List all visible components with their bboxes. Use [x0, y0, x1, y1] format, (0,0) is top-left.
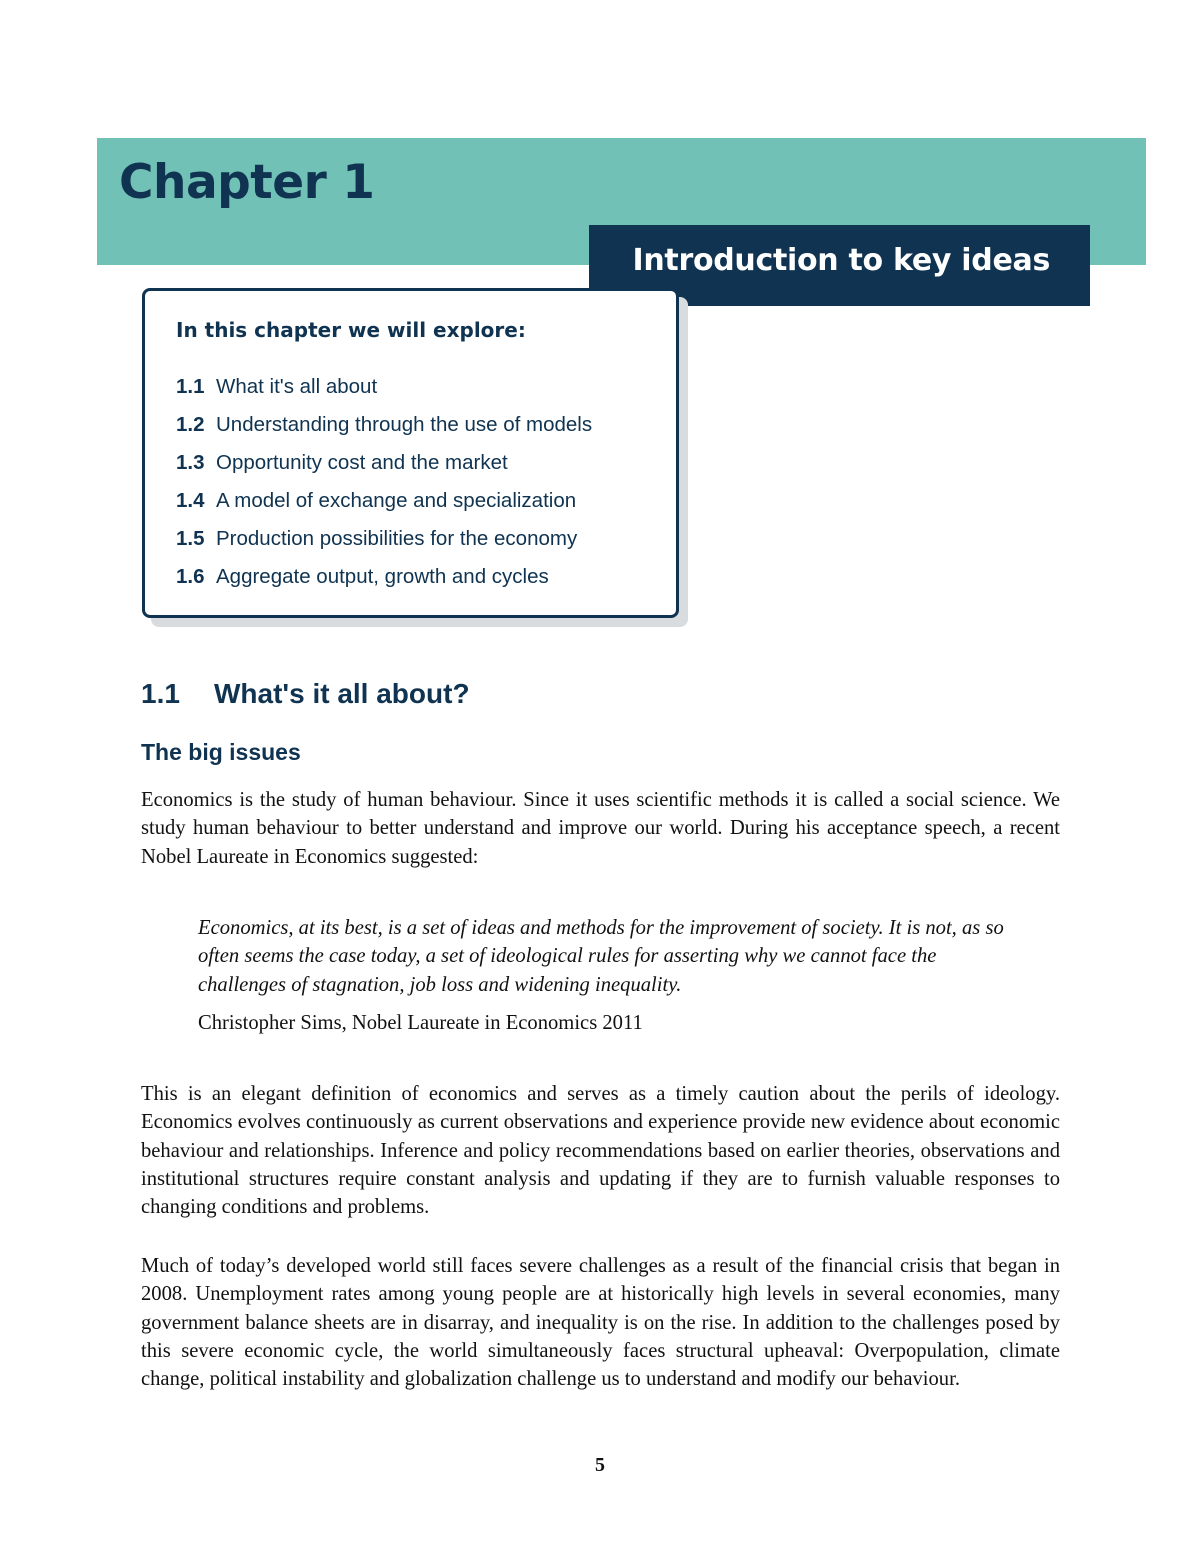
contents-item[interactable] — [176, 449, 592, 487]
contents-item-number: 1.2 — [176, 413, 205, 436]
body-paragraph: This is an elegant definition of economics and serves as a timely caution about the perils of ideology. Economics evolves continuously as current observations and experience provide new evidence about economic behaviour and relationships. Inference and policy recommendations based on earlier theories, observations and institutional structures require constant analysis and updating if they are to furnish valuable responses to changing conditions and problems. — [141, 1083, 1060, 1219]
chapter-label: Chapter 1 — [119, 155, 375, 210]
contents-item-label: What it's all about — [216, 375, 378, 398]
chapter-contents-box — [142, 288, 679, 618]
contents-item-number: 1.1 — [176, 375, 205, 398]
contents-item-label: Opportunity cost and the market — [216, 451, 508, 474]
contents-item-number: 1.4 — [176, 489, 205, 512]
contents-item-number: 1.3 — [176, 451, 205, 474]
section-heading — [141, 674, 470, 714]
contents-item-label: A model of exchange and specialization — [216, 489, 577, 512]
contents-item-number: 1.6 — [176, 565, 205, 588]
quote-attribution: Christopher Sims, Nobel Laureate in Economics 2011 — [198, 1012, 643, 1034]
page-number: 5 — [595, 1454, 605, 1476]
contents-item[interactable] — [176, 525, 592, 563]
section-number: 1.1 — [141, 678, 180, 709]
contents-heading: In this chapter we will explore: — [176, 318, 526, 342]
body-paragraph: Economics is the study of human behaviour. Since it uses scientific methods it is called a social science. We study human behaviour to better understand and improve our world. During his acceptance speech, a recent Nobel Laureate in Economics suggested: — [141, 789, 1060, 868]
contents-item[interactable] — [176, 487, 592, 525]
contents-item[interactable] — [176, 373, 592, 411]
chapter-title: Introduction to key ideas — [632, 243, 1050, 278]
subsection-heading: The big issues — [141, 739, 301, 765]
block-quote: Economics, at its best, is a set of ideas and methods for the improvement of society. It is not, as so often seems the case today, a set of ideological rules for asserting why we cannot face the challenges of stagnation, job loss and widening inequality. — [198, 917, 1004, 996]
body-paragraph: Much of today’s developed world still faces severe challenges as a result of the financial crisis that began in 2008. Unemployment rates among young people are at historically high levels in several economies, many government balance sheets are in disarray, and inequality is on the rise. In addition to the challenges posed by this severe economic cycle, the world simultaneously faces structural upheaval: Overpopulation, climate change, political instability and globalization challenge us to understand and modify our behaviour. — [141, 1255, 1060, 1391]
contents-list — [176, 373, 592, 601]
contents-item[interactable] — [176, 411, 592, 449]
section-title: What's it all about? — [214, 678, 470, 709]
contents-item-label: Production possibilities for the economy — [216, 527, 578, 550]
contents-item[interactable] — [176, 563, 592, 601]
contents-item-label: Understanding through the use of models — [216, 413, 593, 436]
contents-item-number: 1.5 — [176, 527, 205, 550]
contents-item-label: Aggregate output, growth and cycles — [216, 565, 549, 588]
